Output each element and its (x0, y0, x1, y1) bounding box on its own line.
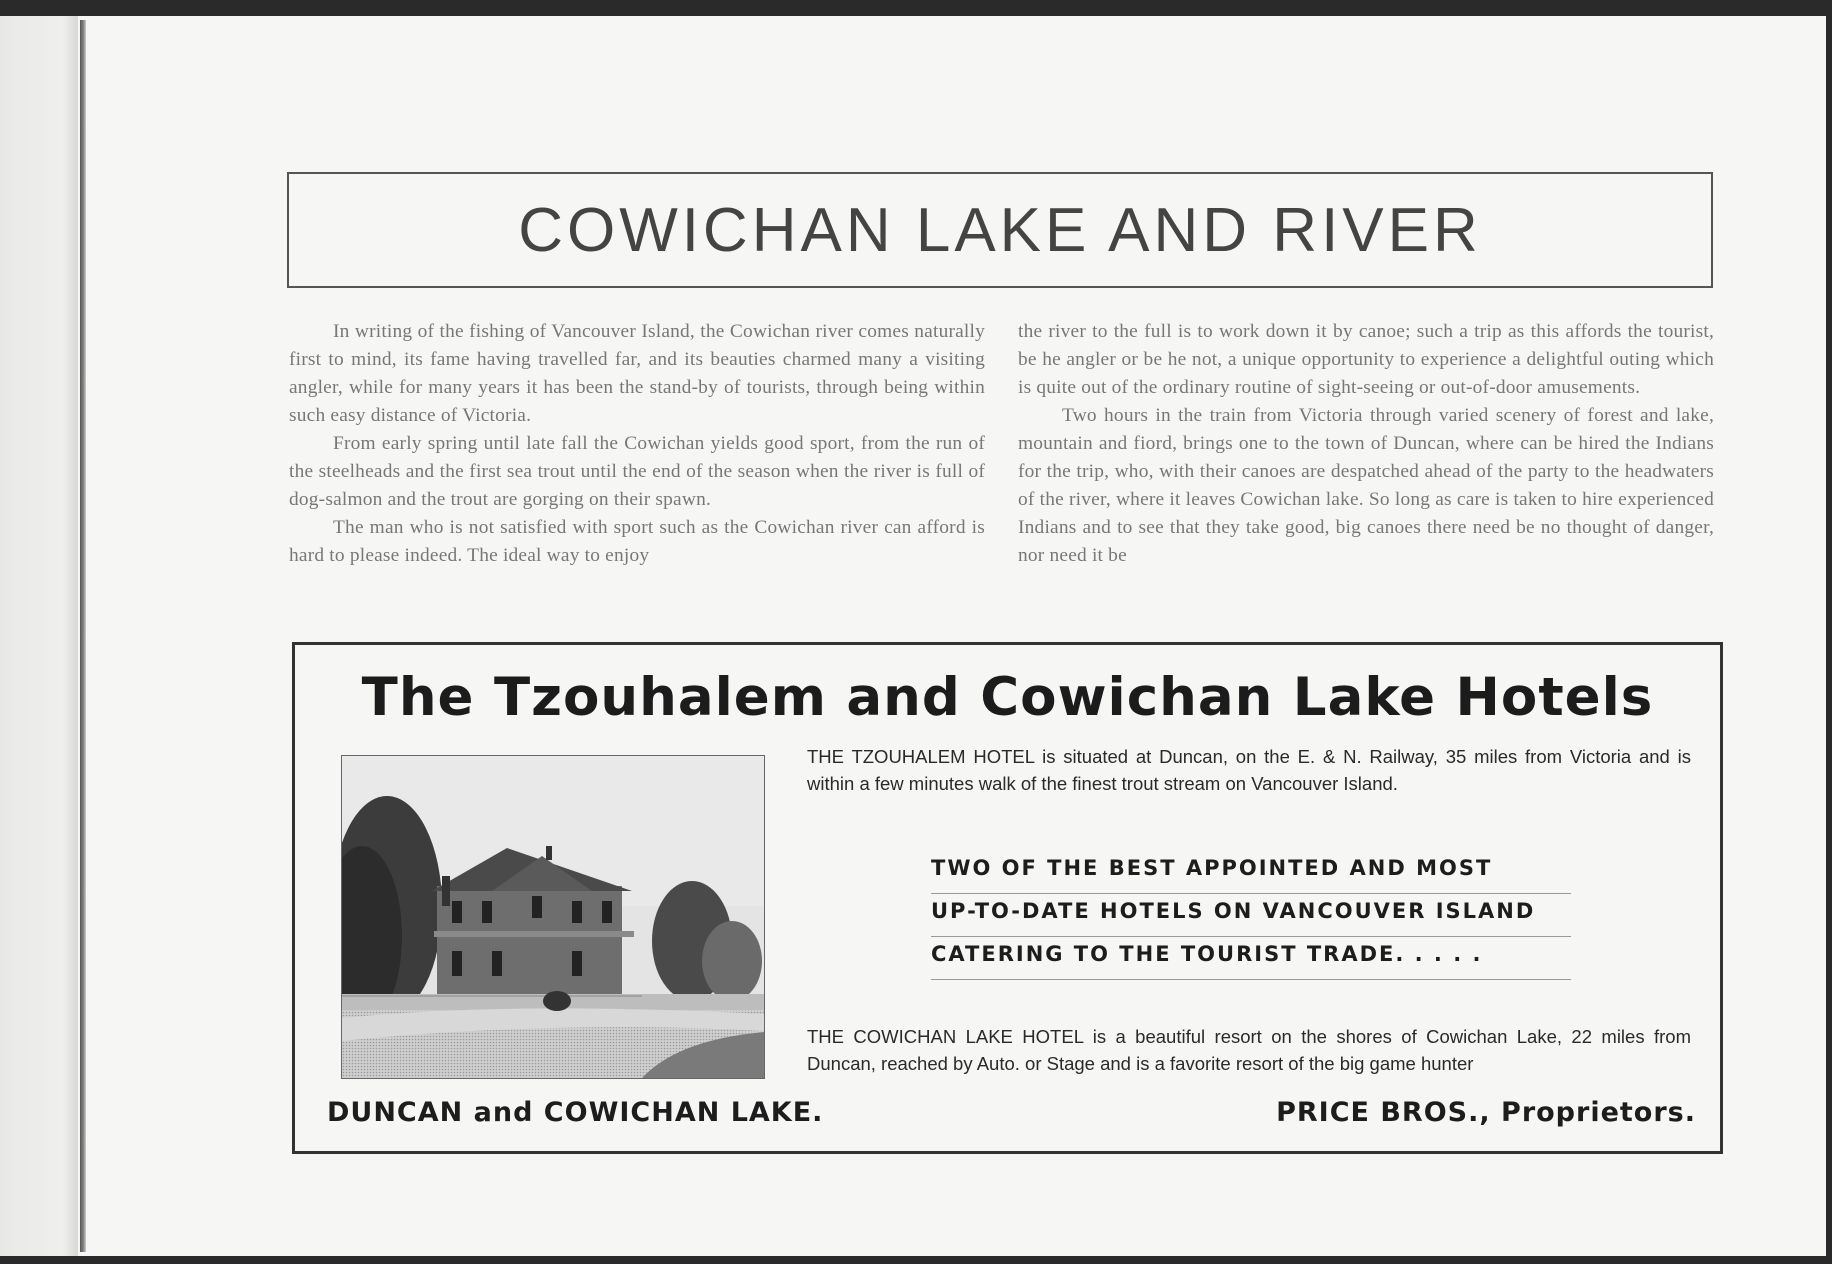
ad-slogan (931, 851, 1571, 980)
slogan-line: CATERING TO THE TOURIST TRADE. . . . . (931, 937, 1571, 980)
article-paragraph: the river to the full is to work down it by canoe; such a trip as this affords the tourist, be he angler or be he not, a unique opportunity to experience a delightful outing which is quite out of the ordinary routine of sight-seeing or out-of-door amusements. (1018, 321, 1714, 398)
article-paragraph: Two hours in the train from Victoria through varied scenery of forest and lake, mountain and fiord, brings one to the town of Duncan, where can be hired the Indians for the trip, who, with their canoes are despatched ahead of the party to the headwaters of the river, where it leaves Cowichan lake. So long as care is taken to hire experienced Indians and to see that they take good, big canoes there need be no thought of danger, nor need it be (1018, 405, 1714, 566)
ad-proprietors: PRICE BROS., Proprietors. (1276, 1097, 1696, 1128)
ad-heading: The Tzouhalem and Cowichan Lake Hotels (361, 667, 1654, 728)
adjacent-page-edge (0, 16, 78, 1256)
cowichan-lake-hotel-description: THE COWICHAN LAKE HOTEL is a beautiful resort on the shores of Cowichan Lake, 22 miles from Duncan, reached by Auto. or Stage and is a favorite resort of the big game hunter (807, 1026, 1691, 1074)
tzouhalem-hotel-description: THE TZOUHALEM HOTEL is situated at Duncan, on the E. & N. Railway, 35 miles from Victoria and is within a few minutes walk of the finest trout stream on Vancouver Island. (807, 746, 1691, 794)
article-title-box (287, 172, 1713, 288)
hotel-photo (341, 755, 765, 1079)
slogan-line: UP-TO-DATE HOTELS ON VANCOUVER ISLAND (931, 894, 1571, 937)
article-paragraph: The man who is not satisfied with sport such as the Cowichan river can afford is hard to please indeed. The ideal way to enjoy (289, 517, 985, 566)
hotel-advertisement (292, 642, 1723, 1154)
slogan-line: TWO OF THE BEST APPOINTED AND MOST (931, 851, 1571, 894)
book-spine (80, 20, 86, 1252)
article-paragraph: In writing of the fishing of Vancouver Island, the Cowichan river comes naturally first to mind, its fame having travelled far, and its beauties charmed many a visiting angler, while for many years it has been the stand-by of tourists, through being within such easy distance of Victoria. (289, 321, 985, 426)
ad-location: DUNCAN and COWICHAN LAKE. (327, 1097, 824, 1128)
article-column-1 (289, 318, 985, 570)
article-title: COWICHAN LAKE AND RIVER (518, 195, 1482, 265)
article-column-2 (1018, 318, 1714, 570)
article-paragraph: From early spring until late fall the Cowichan yields good sport, from the run of the steelheads and the first sea trout until the end of the season when the river is full of dog-salmon and the trout are gorging on their spawn. (289, 433, 985, 510)
